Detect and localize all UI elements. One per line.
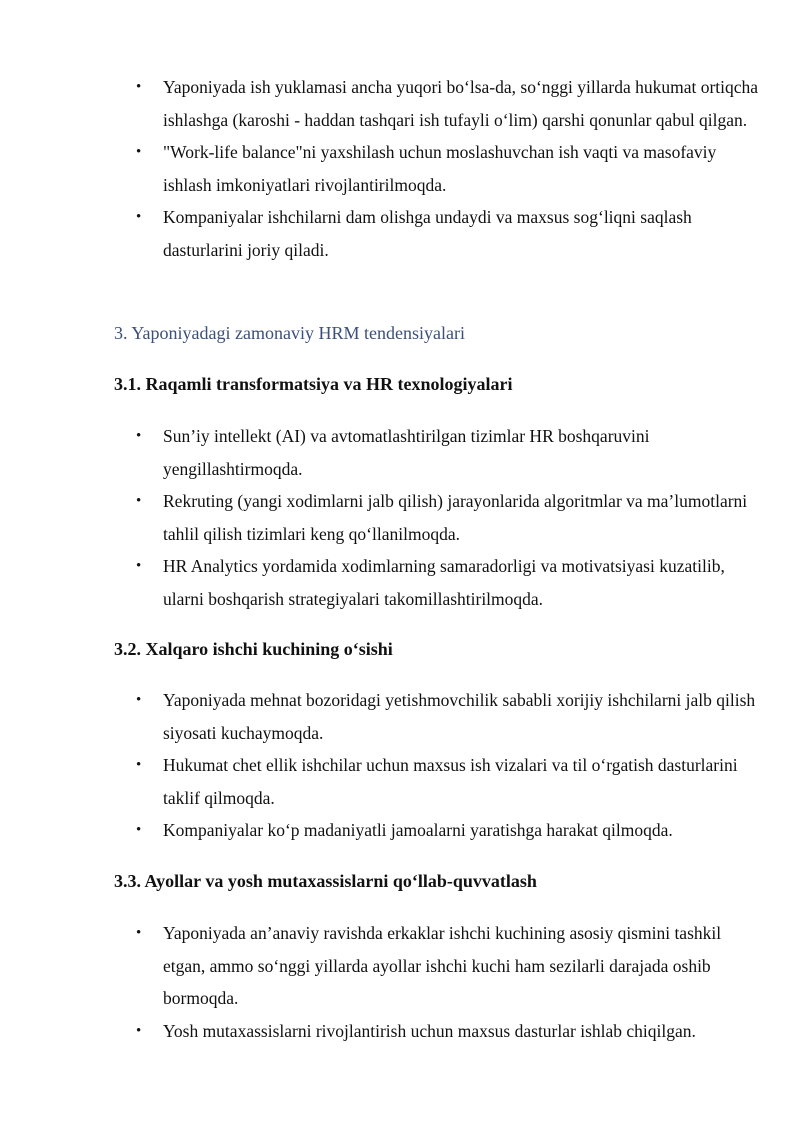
subsection-heading: 3.1. Raqamli transformatsiya va HR texnologiyalari	[114, 374, 513, 394]
list-item	[0, 749, 800, 814]
list-item	[0, 1015, 800, 1048]
list-item-text: Hukumat chet ellik ishchilar uchun maxsus ish vizalari va til o‘rgatish dasturlarini taklif qilmoqda.	[163, 755, 738, 808]
bullet-icon: •	[136, 822, 142, 838]
bullet-icon: •	[136, 493, 142, 509]
subsection-3-2-list	[0, 684, 800, 847]
bullet-icon: •	[136, 1022, 142, 1039]
list-item-text: Yaponiyada mehnat bozoridagi yetishmovchilik sababli xorijiy ishchilarni jalb qilish siyosati kuchaymoqda.	[163, 690, 756, 743]
list-item-text: Kompaniyalar ko‘p madaniyatli jamoalarni yaratishga harakat qilmoqda.	[163, 820, 673, 840]
list-item-text: Rekruting (yangi xodimlarni jalb qilish) jarayonlarida algoritmlar va ma’lumotlarni tahlil qilish tizimlari keng qo‘llanilmoqda.	[163, 491, 748, 544]
bullet-icon: •	[136, 144, 142, 160]
list-item	[0, 485, 800, 550]
list-item	[0, 550, 800, 615]
list-item-text: Yaponiyada ish yuklamasi ancha yuqori bo‘lsa-da, so‘nggi yillarda hukumat ortiqcha ishlashga (karoshi - haddan tashqari ish tufayli o‘lim) qarshi qonunlar qabul qilgan.	[163, 77, 759, 130]
subsection-3-3-list	[0, 917, 800, 1047]
bullet-icon: •	[136, 428, 142, 444]
list-item-text: "Work-life balance"ni yaxshilash uchun moslashuvchan ish vaqti va masofaviy ishlash imkoniyatlari rivojlantirilmoqda.	[163, 142, 717, 195]
top-bullet-list	[0, 71, 800, 266]
subsection-3-1-list	[0, 420, 800, 615]
list-item-text: HR Analytics yordamida xodimlarning samaradorligi va motivatsiyasi kuzatilib, ularni boshqarish strategiyalari takomillashtirilmoqda.	[163, 556, 725, 609]
list-item	[0, 71, 800, 136]
list-item	[0, 684, 800, 749]
list-item	[0, 814, 800, 847]
list-item	[0, 136, 800, 201]
subsection-heading: 3.3. Ayollar va yosh mutaxassislarni qo‘llab-quvvatlash	[114, 871, 537, 891]
bullet-icon: •	[136, 558, 142, 574]
bullet-icon: •	[136, 757, 142, 773]
list-item	[0, 420, 800, 485]
list-item-text: Yosh mutaxassislarni rivojlantirish uchun maxsus dasturlar ishlab chiqilgan.	[163, 1020, 696, 1041]
list-item-text: Sun’iy intellekt (AI) va avtomatlashtirilgan tizimlar HR boshqaruvini yengillashtirmoqda.	[163, 426, 650, 479]
list-item	[0, 201, 800, 266]
bullet-icon: •	[136, 79, 142, 95]
subsection-heading: 3.2. Xalqaro ishchi kuchining o‘sishi	[114, 639, 393, 659]
bullet-icon: •	[136, 692, 142, 708]
bullet-icon: •	[136, 209, 142, 225]
section-heading: 3. Yaponiyadagi zamonaviy HRM tendensiyalari	[114, 323, 465, 343]
list-item	[0, 917, 800, 1015]
bullet-icon: •	[136, 925, 142, 941]
list-item-text: Yaponiyada an’anaviy ravishda erkaklar ishchi kuchining asosiy qismini tashkil etgan, ammo so‘nggi yillarda ayollar ishchi kuchi ham sezilarli darajada oshib bormoqda.	[163, 923, 722, 1008]
list-item-text: Kompaniyalar ishchilarni dam olishga undaydi va maxsus sog‘liqni saqlash dasturlarini joriy qiladi.	[163, 207, 692, 260]
